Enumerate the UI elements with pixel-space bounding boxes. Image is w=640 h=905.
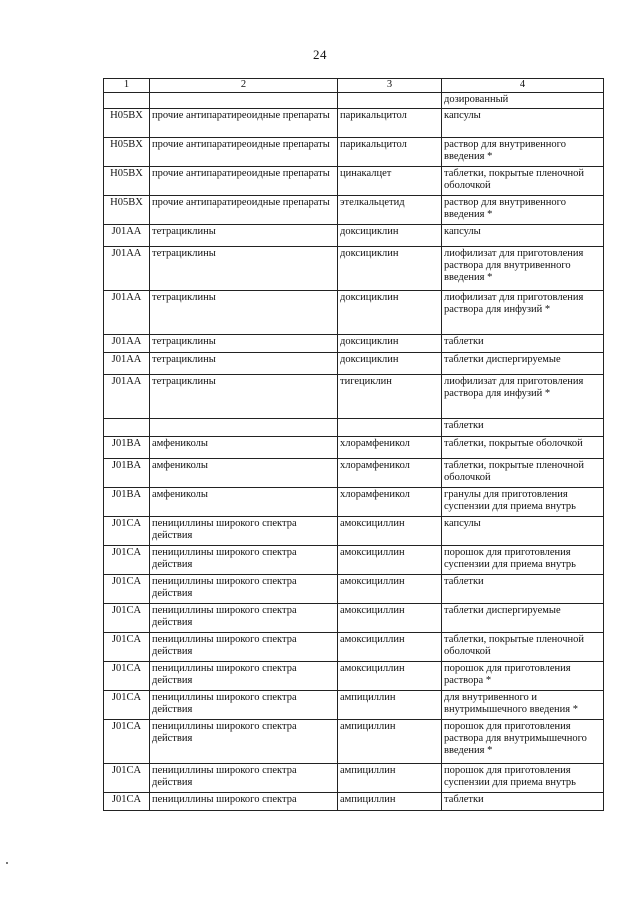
- table-row: [104, 459, 604, 488]
- atc-code-cell: J01CA: [104, 546, 150, 575]
- atc-code-cell: J01BA: [104, 488, 150, 517]
- table-row: [104, 546, 604, 575]
- dosage-form-cell: таблетки, покрытые пленочной оболочкой: [442, 459, 604, 488]
- table-row: [104, 225, 604, 247]
- dosage-form-cell: таблетки диспергируемые: [442, 353, 604, 375]
- atc-code-cell: J01CA: [104, 720, 150, 764]
- table-row: [104, 247, 604, 291]
- atc-code-cell: J01CA: [104, 517, 150, 546]
- table-row: [104, 291, 604, 335]
- table-row: [104, 633, 604, 662]
- dosage-form-cell: порошок для приготовления суспензии для приема внутрь: [442, 546, 604, 575]
- pharmacological-group-cell: амфениколы: [150, 488, 338, 517]
- dosage-form-cell: таблетки: [442, 419, 604, 437]
- pharmacological-group-cell: пенициллины широкого спектра действия: [150, 764, 338, 793]
- table-row: [104, 93, 604, 109]
- drug-name-cell: [338, 419, 442, 437]
- table-row: [104, 575, 604, 604]
- pharmacological-group-cell: прочие антипаратиреоидные препараты: [150, 109, 338, 138]
- atc-code-cell: J01AA: [104, 247, 150, 291]
- drug-name-cell: амоксициллин: [338, 633, 442, 662]
- table-row: [104, 720, 604, 764]
- atc-code-cell: J01BA: [104, 437, 150, 459]
- table-row: [104, 437, 604, 459]
- pharmacological-group-cell: пенициллины широкого спектра действия: [150, 691, 338, 720]
- dosage-form-cell: гранулы для приготовления суспензии для приема внутрь: [442, 488, 604, 517]
- atc-code-cell: J01CA: [104, 764, 150, 793]
- table-row: [104, 604, 604, 633]
- atc-code-cell: J01AA: [104, 375, 150, 419]
- table-row: [104, 138, 604, 167]
- drug-name-cell: амоксициллин: [338, 604, 442, 633]
- pharmacological-group-cell: тетрациклины: [150, 375, 338, 419]
- header-row: [104, 79, 604, 93]
- dosage-form-cell: раствор для внутривенного введения *: [442, 138, 604, 167]
- atc-code-cell: H05BX: [104, 138, 150, 167]
- dosage-form-cell: дозированный: [442, 93, 604, 109]
- dosage-form-cell: лиофилизат для приготовления раствора для инфузий *: [442, 291, 604, 335]
- dosage-form-cell: таблетки: [442, 575, 604, 604]
- drug-name-cell: хлорамфеникол: [338, 437, 442, 459]
- drug-name-cell: доксициклин: [338, 225, 442, 247]
- pharmacological-group-cell: пенициллины широкого спектра действия: [150, 633, 338, 662]
- drug-name-cell: амоксициллин: [338, 575, 442, 604]
- atc-code-cell: H05BX: [104, 109, 150, 138]
- dosage-form-cell: лиофилизат для приготовления раствора для внутривенного введения *: [442, 247, 604, 291]
- atc-code-cell: J01CA: [104, 604, 150, 633]
- table-body: [104, 93, 604, 811]
- scan-mark: [6, 862, 8, 864]
- column-header-4: 4: [442, 79, 604, 93]
- atc-code-cell: J01BA: [104, 459, 150, 488]
- pharmacological-group-cell: тетрациклины: [150, 335, 338, 353]
- dosage-form-cell: порошок для приготовления суспензии для приема внутрь: [442, 764, 604, 793]
- table-row: [104, 167, 604, 196]
- drug-name-cell: доксициклин: [338, 353, 442, 375]
- drug-list-table: [103, 78, 604, 811]
- table-row: [104, 662, 604, 691]
- dosage-form-cell: для внутривенного и внутримышечного введения *: [442, 691, 604, 720]
- drug-name-cell: доксициклин: [338, 291, 442, 335]
- drug-name-cell: амоксициллин: [338, 662, 442, 691]
- drug-name-cell: ампициллин: [338, 691, 442, 720]
- dosage-form-cell: порошок для приготовления раствора для внутримышечного введения *: [442, 720, 604, 764]
- dosage-form-cell: таблетки, покрытые пленочной оболочкой: [442, 167, 604, 196]
- drug-name-cell: ампициллин: [338, 793, 442, 811]
- drug-name-cell: амоксициллин: [338, 517, 442, 546]
- table-row: [104, 793, 604, 811]
- pharmacological-group-cell: прочие антипаратиреоидные препараты: [150, 138, 338, 167]
- atc-code-cell: [104, 93, 150, 109]
- atc-code-cell: J01CA: [104, 691, 150, 720]
- drug-name-cell: амоксициллин: [338, 546, 442, 575]
- table-row: [104, 375, 604, 419]
- drug-name-cell: хлорамфеникол: [338, 488, 442, 517]
- atc-code-cell: J01CA: [104, 793, 150, 811]
- atc-code-cell: H05BX: [104, 167, 150, 196]
- pharmacological-group-cell: тетрациклины: [150, 247, 338, 291]
- table-row: [104, 109, 604, 138]
- page-number: 24: [313, 47, 327, 62]
- atc-code-cell: J01AA: [104, 225, 150, 247]
- pharmacological-group-cell: пенициллины широкого спектра действия: [150, 720, 338, 764]
- dosage-form-cell: порошок для приготовления раствора *: [442, 662, 604, 691]
- drug-name-cell: цинакалцет: [338, 167, 442, 196]
- table-row: [104, 488, 604, 517]
- pharmacological-group-cell: пенициллины широкого спектра действия: [150, 517, 338, 546]
- pharmacological-group-cell: тетрациклины: [150, 225, 338, 247]
- pharmacological-group-cell: пенициллины широкого спектра: [150, 793, 338, 811]
- dosage-form-cell: капсулы: [442, 517, 604, 546]
- table-row: [104, 196, 604, 225]
- table-row: [104, 517, 604, 546]
- drug-name-cell: парикальцитол: [338, 109, 442, 138]
- drug-name-cell: этелкальцетид: [338, 196, 442, 225]
- dosage-form-cell: таблетки: [442, 793, 604, 811]
- atc-code-cell: [104, 419, 150, 437]
- pharmacological-group-cell: тетрациклины: [150, 353, 338, 375]
- dosage-form-cell: таблетки диспергируемые: [442, 604, 604, 633]
- pharmacological-group-cell: прочие антипаратиреоидные препараты: [150, 196, 338, 225]
- atc-code-cell: J01AA: [104, 353, 150, 375]
- pharmacological-group-cell: [150, 419, 338, 437]
- dosage-form-cell: таблетки, покрытые пленочной оболочкой: [442, 633, 604, 662]
- drug-name-cell: доксициклин: [338, 247, 442, 291]
- atc-code-cell: J01CA: [104, 575, 150, 604]
- dosage-form-cell: лиофилизат для приготовления раствора для инфузий *: [442, 375, 604, 419]
- column-header-3: 3: [338, 79, 442, 93]
- atc-code-cell: J01CA: [104, 633, 150, 662]
- pharmacological-group-cell: тетрациклины: [150, 291, 338, 335]
- drug-name-cell: хлорамфеникол: [338, 459, 442, 488]
- drug-name-cell: тигециклин: [338, 375, 442, 419]
- atc-code-cell: H05BX: [104, 196, 150, 225]
- pharmacological-group-cell: пенициллины широкого спектра действия: [150, 575, 338, 604]
- column-header-2: 2: [150, 79, 338, 93]
- table-row: [104, 419, 604, 437]
- atc-code-cell: J01AA: [104, 335, 150, 353]
- pharmacological-group-cell: амфениколы: [150, 459, 338, 488]
- dosage-form-cell: таблетки, покрытые оболочкой: [442, 437, 604, 459]
- drug-name-cell: доксициклин: [338, 335, 442, 353]
- drug-name-cell: парикальцитол: [338, 138, 442, 167]
- table-row: [104, 764, 604, 793]
- atc-code-cell: J01CA: [104, 662, 150, 691]
- table-row: [104, 335, 604, 353]
- dosage-form-cell: капсулы: [442, 225, 604, 247]
- pharmacological-group-cell: пенициллины широкого спектра действия: [150, 662, 338, 691]
- pharmacological-group-cell: [150, 93, 338, 109]
- table-row: [104, 691, 604, 720]
- atc-code-cell: J01AA: [104, 291, 150, 335]
- drug-name-cell: ампициллин: [338, 720, 442, 764]
- table-row: [104, 353, 604, 375]
- dosage-form-cell: капсулы: [442, 109, 604, 138]
- column-header-1: 1: [104, 79, 150, 93]
- dosage-form-cell: раствор для внутривенного введения *: [442, 196, 604, 225]
- pharmacological-group-cell: пенициллины широкого спектра действия: [150, 604, 338, 633]
- pharmacological-group-cell: амфениколы: [150, 437, 338, 459]
- drug-name-cell: ампициллин: [338, 764, 442, 793]
- pharmacological-group-cell: пенициллины широкого спектра действия: [150, 546, 338, 575]
- pharmacological-group-cell: прочие антипаратиреоидные препараты: [150, 167, 338, 196]
- drug-name-cell: [338, 93, 442, 109]
- dosage-form-cell: таблетки: [442, 335, 604, 353]
